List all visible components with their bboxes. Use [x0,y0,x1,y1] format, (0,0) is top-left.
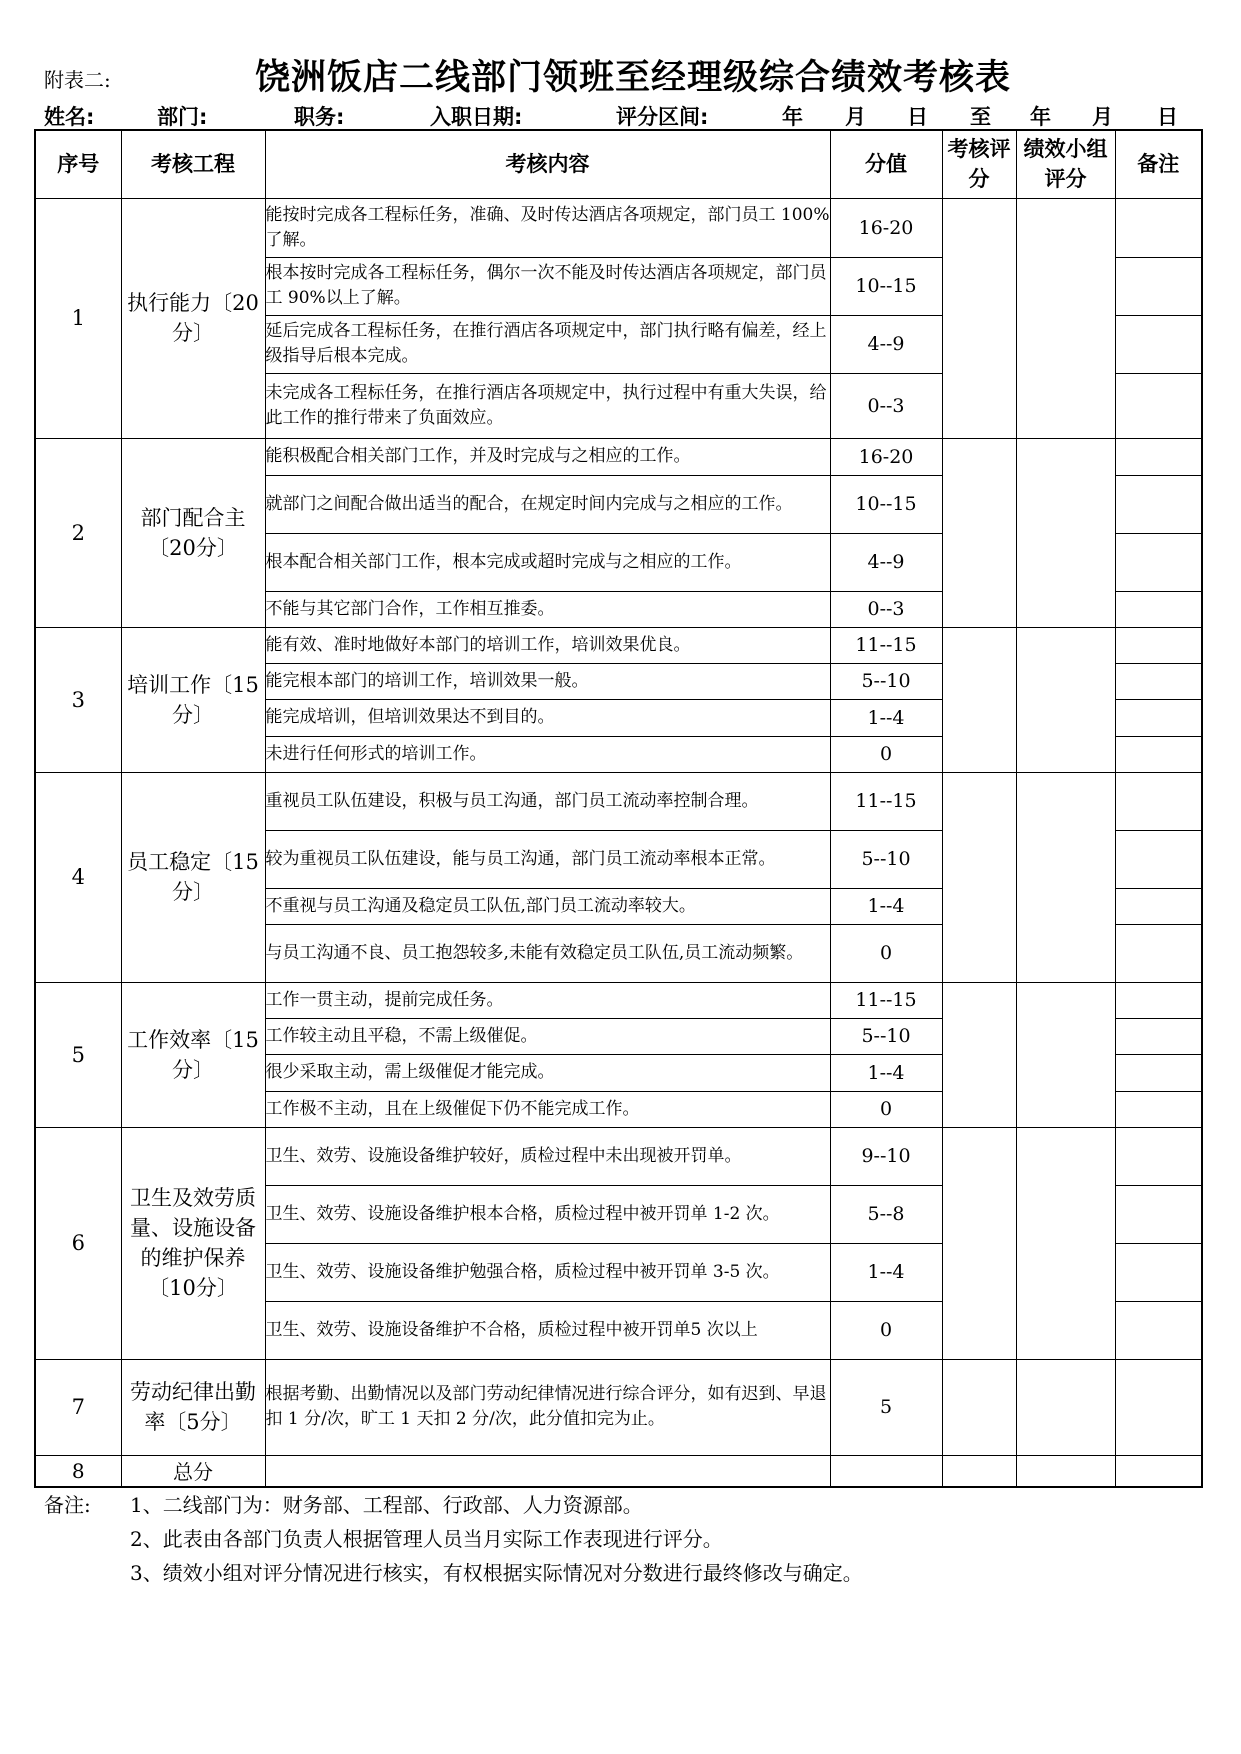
criteria-score: 0--3 [830,591,942,627]
department-field-label: 部门: [157,105,208,129]
criteria-score: 1--4 [830,1243,942,1301]
evaluation-table [34,129,1203,1488]
criteria-score: 4--9 [830,533,942,591]
header-fields [0,101,1241,129]
note-item: 3、绩效小组对评分情况进行核实，有权根据实际情况对分数进行最终修改与确定。 [130,1561,863,1585]
remark-cell[interactable] [1115,1359,1202,1455]
review-score-cell[interactable] [942,982,1016,1127]
header-group: 绩效小组评分 [1016,130,1115,198]
criteria-content: 能积极配合相关部门工作，并及时完成与之相应的工作。 [265,438,830,475]
total-label: 总分 [121,1455,265,1487]
review-score-cell[interactable] [942,772,1016,982]
table-row [35,1127,1202,1185]
note-item: 1、二线部门为：财务部、工程部、行政部、人力资源部。 [130,1493,643,1517]
section-item: 员工稳定〔15分〕 [121,772,265,982]
criteria-score: 5--10 [830,1018,942,1054]
review-score-cell[interactable] [942,627,1016,772]
section-no: 7 [35,1359,121,1455]
criteria-content: 重视员工队伍建设，积极与员工沟通，部门员工流动率控制合理。 [265,772,830,830]
remark-cell[interactable] [1115,1243,1202,1301]
header-content: 考核内容 [265,130,830,198]
criteria-score: 1--4 [830,1054,942,1091]
note-item: 2、此表由各部门负责人根据管理人员当月实际工作表现进行评分。 [130,1527,723,1551]
criteria-content: 不能与其它部门合作，工作相互推委。 [265,591,830,627]
section-no: 5 [35,982,121,1127]
section-item: 部门配合主〔20分〕 [121,438,265,627]
total-remark-cell[interactable] [1115,1455,1202,1487]
criteria-content: 延后完成各工程标任务，在推行酒店各项规定中，部门执行略有偏差，经上级指导后根本完成。 [265,315,830,373]
total-review-cell[interactable] [942,1455,1016,1487]
remark-cell[interactable] [1115,257,1202,315]
criteria-score: 1--4 [830,699,942,736]
criteria-content: 不重视与员工沟通及稳定员工队伍,部门员工流动率较大。 [265,888,830,924]
day-label-end: 日 [1157,105,1178,129]
criteria-content: 根本按时完成各工程标任务，偶尔一次不能及时传达酒店各项规定，部门员工 90%以上了解。 [265,257,830,315]
table-row [35,438,1202,475]
group-score-cell[interactable] [1016,627,1115,772]
attachment-label: 附表二: [44,68,111,92]
table-row [35,772,1202,830]
group-score-cell[interactable] [1016,982,1115,1127]
total-content-cell [265,1455,830,1487]
criteria-content: 能完根本部门的培训工作，培训效果一般。 [265,663,830,699]
group-score-cell[interactable] [1016,198,1115,438]
criteria-score: 11--15 [830,772,942,830]
page-title: 饶洲饭店二线部门领班至经理级综合绩效考核表 [255,58,1012,98]
section-no: 2 [35,438,121,627]
to-label: 至 [970,105,991,129]
remark-cell[interactable] [1115,475,1202,533]
criteria-score: 5--10 [830,663,942,699]
group-score-cell[interactable] [1016,1127,1115,1359]
criteria-score: 11--15 [830,982,942,1018]
criteria-score: 0 [830,736,942,772]
group-score-cell[interactable] [1016,772,1115,982]
criteria-score: 10--15 [830,257,942,315]
section-item: 执行能力〔20分〕 [121,198,265,438]
remark-cell[interactable] [1115,1018,1202,1054]
remark-cell[interactable] [1115,982,1202,1018]
header-remark: 备注 [1115,130,1202,198]
header-score: 分值 [830,130,942,198]
section-item: 工作效率〔15分〕 [121,982,265,1127]
header-item: 考核工程 [121,130,265,198]
remark-cell[interactable] [1115,699,1202,736]
criteria-content: 就部门之间配合做出适当的配合，在规定时间内完成与之相应的工作。 [265,475,830,533]
total-no: 8 [35,1455,121,1487]
day-label-start: 日 [907,105,928,129]
criteria-content: 工作较主动且平稳，不需上级催促。 [265,1018,830,1054]
remark-cell[interactable] [1115,1091,1202,1127]
remark-cell[interactable] [1115,438,1202,475]
group-score-cell[interactable] [1016,1359,1115,1455]
remark-cell[interactable] [1115,888,1202,924]
review-score-cell[interactable] [942,198,1016,438]
criteria-score: 0--3 [830,373,942,438]
criteria-content: 能按时完成各工程标任务，准确、及时传达酒店各项规定，部门员工 100%了解。 [265,198,830,257]
header-review: 考核评分 [942,130,1016,198]
criteria-content: 工作一贯主动，提前完成任务。 [265,982,830,1018]
section-item: 卫生及效劳质量、设施设备的维护保养〔10分〕 [121,1127,265,1359]
year-label-end: 年 [1030,105,1051,129]
criteria-content: 卫生、效劳、设施设备维护较好，质检过程中未出现被开罚单。 [265,1127,830,1185]
criteria-score: 9--10 [830,1127,942,1185]
remark-cell[interactable] [1115,772,1202,830]
criteria-content: 未完成各工程标任务，在推行酒店各项规定中，执行过程中有重大失误，给此工作的推行带来了负面效应。 [265,373,830,438]
review-score-cell[interactable] [942,438,1016,627]
remark-cell[interactable] [1115,1054,1202,1091]
year-label-start: 年 [782,105,803,129]
remark-cell[interactable] [1115,830,1202,888]
criteria-score: 10--15 [830,475,942,533]
table-row [35,982,1202,1018]
criteria-content: 工作极不主动，且在上级催促下仍不能完成工作。 [265,1091,830,1127]
remark-cell[interactable] [1115,736,1202,772]
section-no: 4 [35,772,121,982]
month-label-end: 月 [1092,105,1113,129]
criteria-content: 根据考勤、出勤情况以及部门劳动纪律情况进行综合评分，如有迟到、早退扣 1 分/次，旷工 1 天扣 2 分/次，此分值扣完为止。 [265,1359,830,1455]
total-score-cell[interactable] [830,1455,942,1487]
remark-cell[interactable] [1115,663,1202,699]
total-row [35,1455,1202,1487]
criteria-content: 能完成培训，但培训效果达不到目的。 [265,699,830,736]
criteria-content: 根本配合相关部门工作，根本完成或超时完成与之相应的工作。 [265,533,830,591]
remark-cell[interactable] [1115,924,1202,982]
month-label-start: 月 [845,105,866,129]
criteria-score: 16-20 [830,198,942,257]
criteria-content: 未进行任何形式的培训工作。 [265,736,830,772]
criteria-content: 能有效、准时地做好本部门的培训工作，培训效果优良。 [265,627,830,663]
criteria-content: 较为重视员工队伍建设，能与员工沟通，部门员工流动率根本正常。 [265,830,830,888]
period-field-label: 评分区间: [616,105,709,129]
criteria-content: 很少采取主动，需上级催促才能完成。 [265,1054,830,1091]
position-field-label: 职务: [294,105,345,129]
criteria-content: 卫生、效劳、设施设备维护不合格，质检过程中被开罚单5 次以上 [265,1301,830,1359]
remark-cell[interactable] [1115,373,1202,438]
remark-cell[interactable] [1115,198,1202,257]
section-no: 6 [35,1127,121,1359]
criteria-score: 4--9 [830,315,942,373]
remark-cell[interactable] [1115,1185,1202,1243]
criteria-score: 0 [830,924,942,982]
criteria-score: 1--4 [830,888,942,924]
section-item: 培训工作〔15分〕 [121,627,265,772]
remark-cell[interactable] [1115,1301,1202,1359]
hire-date-field-label: 入职日期: [430,105,523,129]
remark-cell[interactable] [1115,533,1202,591]
table-row [35,627,1202,663]
remark-cell[interactable] [1115,591,1202,627]
review-score-cell[interactable] [942,1359,1016,1455]
remark-cell[interactable] [1115,627,1202,663]
criteria-score: 5--10 [830,830,942,888]
criteria-content: 与员工沟通不良、员工抱怨较多,未能有效稳定员工队伍,员工流动频繁。 [265,924,830,982]
criteria-score: 11--15 [830,627,942,663]
criteria-score: 0 [830,1091,942,1127]
notes-section [44,1488,863,1590]
table-row [35,198,1202,257]
name-field-label: 姓名: [44,105,95,129]
criteria-score: 5 [830,1359,942,1455]
criteria-content: 卫生、效劳、设施设备维护根本合格，质检过程中被开罚单 1-2 次。 [265,1185,830,1243]
table-row [35,1359,1202,1455]
criteria-content: 卫生、效劳、设施设备维护勉强合格，质检过程中被开罚单 3-5 次。 [265,1243,830,1301]
total-group-cell[interactable] [1016,1455,1115,1487]
section-no: 1 [35,198,121,438]
group-score-cell[interactable] [1016,438,1115,627]
criteria-score: 0 [830,1301,942,1359]
criteria-score: 16-20 [830,438,942,475]
remark-cell[interactable] [1115,1127,1202,1185]
header-no: 序号 [35,130,121,198]
criteria-score: 5--8 [830,1185,942,1243]
remark-cell[interactable] [1115,315,1202,373]
notes-label: 备注: [44,1493,91,1517]
section-item: 劳动纪律出勤率〔5分〕 [121,1359,265,1455]
section-no: 3 [35,627,121,772]
review-score-cell[interactable] [942,1127,1016,1359]
